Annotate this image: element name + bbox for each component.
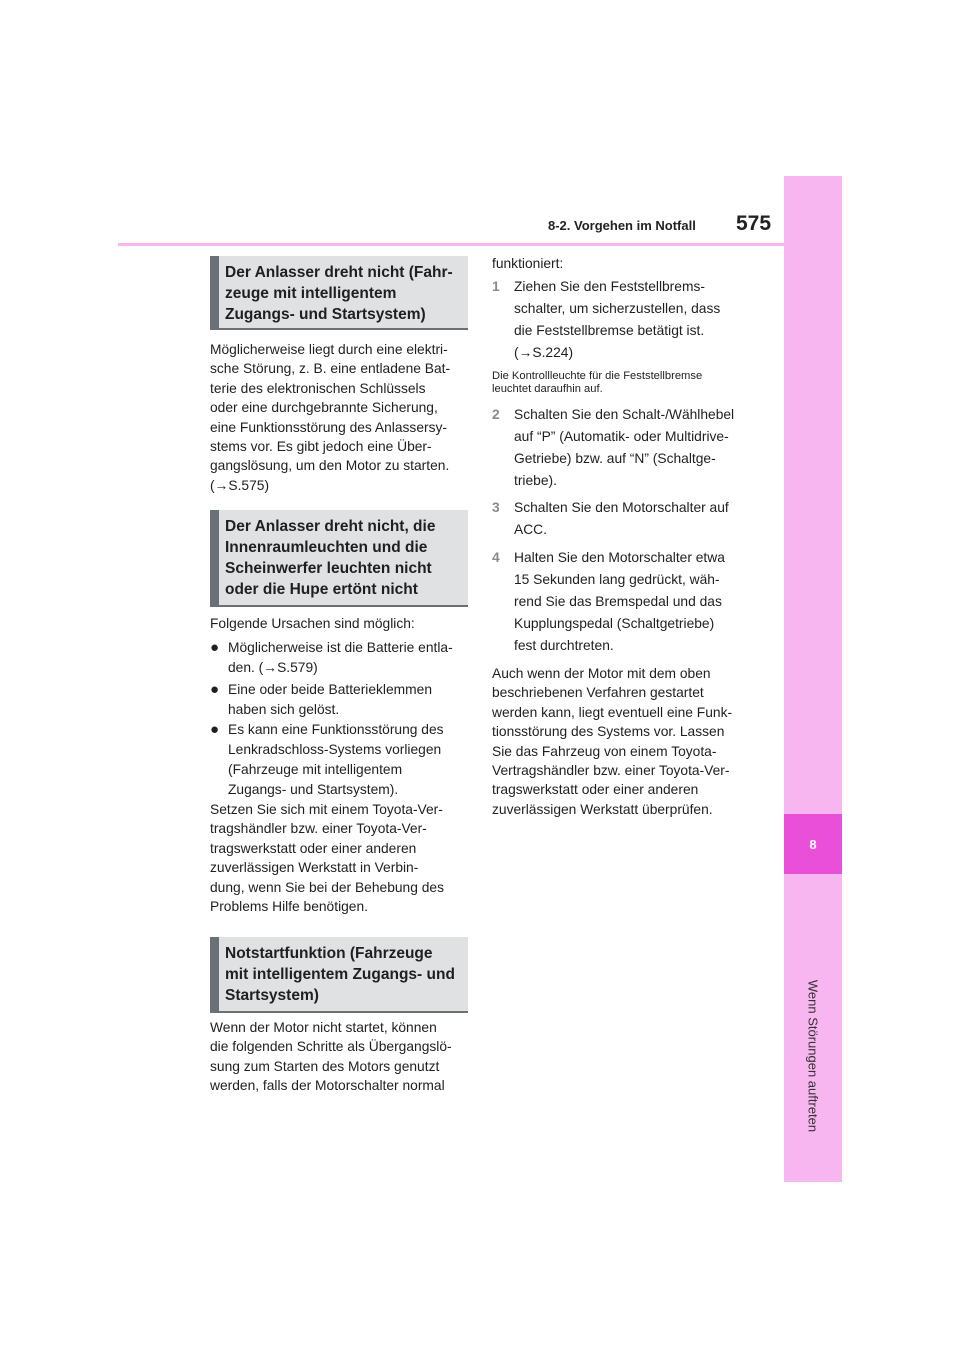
paragraph-continued: funktioniert: xyxy=(492,256,564,271)
paragraph-contact-dealer: Setzen Sie sich mit einem Toyota-Ver- tragshändler bzw. einer Toyota-Ver- tragswerkstatt oder einer anderen zuverlässigen Werkstatt in Verbin- dung, wenn Sie bei der Behebung des Problems Hilfe benötigen. xyxy=(210,802,444,915)
step-item: 4 Halten Sie den Motorschalter etwa 15 Sekunden lang gedrückt, wäh- rend Sie das Bremspedal und das Kupplungspedal (Schaltgetriebe) fest durchtreten. xyxy=(492,547,754,657)
list-item: ● Es kann eine Funktionsstörung des Lenkradschloss-Systems vorliegen (Fahrzeuge mit intelligentem Zugangs- und Startsystem). xyxy=(210,721,444,797)
chapter-title: Wenn Störungen auftreten xyxy=(805,979,821,1133)
paragraph-malfunction-check: Auch wenn der Motor mit dem oben beschriebenen Verfahren gestartet werden kann, liegt eventuell eine Funk- tionsstörung des Systems vor. Lassen Sie das Fahrzeug von einem Toyota- Vertragshändler bzw. einer Toyota-Ver- tragswerkstatt oder einer anderen zuverlässigen Werkstatt überprüfen. xyxy=(492,666,733,817)
step-item: 1 Ziehen Sie den Feststellbrems- schalter, um sicherzustellen, dass die Feststellbremse betätigt ist. (→S.224) xyxy=(492,276,754,366)
paragraph-causes-intro: Folgende Ursachen sind möglich: xyxy=(210,616,415,631)
step-item: 3 Schalten Sie den Motorschalter auf ACC. xyxy=(492,497,754,543)
list-item: ● Eine oder beide Batterieklemmen haben sich gelöst. xyxy=(210,681,433,717)
list-item: ● Möglicherweise ist die Batterie entla- den. (→S.579) xyxy=(210,639,453,675)
step-number: 1 xyxy=(492,279,500,294)
chapter-number: 8 xyxy=(784,814,842,874)
bullet-dot-icon: ● xyxy=(210,721,220,738)
note-indicator-light: Die Kontrollleuchte für die Feststellbremse leuchtet daraufhin auf. xyxy=(492,370,703,395)
page-number: 575 xyxy=(736,212,772,235)
paragraph-possible-cause: Möglicherweise liegt durch eine elektri- sche Störung, z. B. eine entladene Bat- terie des elektronischen Schlüssels oder eine durchgebrannte Sicherung, eine Funktionsstörung des Anlassersy- stems vor. Es gibt jedoch eine Über- gangslösung, um den Motor zu starten. (→S.575) xyxy=(210,342,451,493)
step-number: 2 xyxy=(492,407,500,422)
header-rule xyxy=(118,243,784,246)
chapter-side-tab xyxy=(784,176,842,1182)
step-number: 4 xyxy=(492,550,500,565)
heading-emergency-start: Notstartfunktion (Fahrzeuge mit intelligentem Zugangs- und Startsystem) xyxy=(210,937,468,1013)
heading-starter-no-lights: Der Anlasser dreht nicht, die Innenraumleuchten und die Scheinwerfer leuchten nicht oder die Hupe ertönt nicht xyxy=(210,510,468,607)
step-number: 3 xyxy=(492,500,500,515)
section-title: 8-2. Vorgehen im Notfall xyxy=(548,218,696,233)
bullet-dot-icon: ● xyxy=(210,639,220,656)
heading-starter-no-crank: Der Anlasser dreht nicht (Fahr- zeuge mit intelligentem Zugangs- und Startsystem) xyxy=(210,256,468,330)
step-item: 2 Schalten Sie den Schalt-/Wählhebel auf “P” (Automatik- oder Multidrive- Getriebe) bzw. auf “N” (Schaltge- triebe). xyxy=(492,404,754,494)
paragraph-emergency-intro: Wenn der Motor nicht startet, können die folgenden Schritte als Übergangslö- sung zum Starten des Motors genutzt werden, falls der Motorschalter normal xyxy=(210,1020,452,1094)
bullet-dot-icon: ● xyxy=(210,681,220,698)
